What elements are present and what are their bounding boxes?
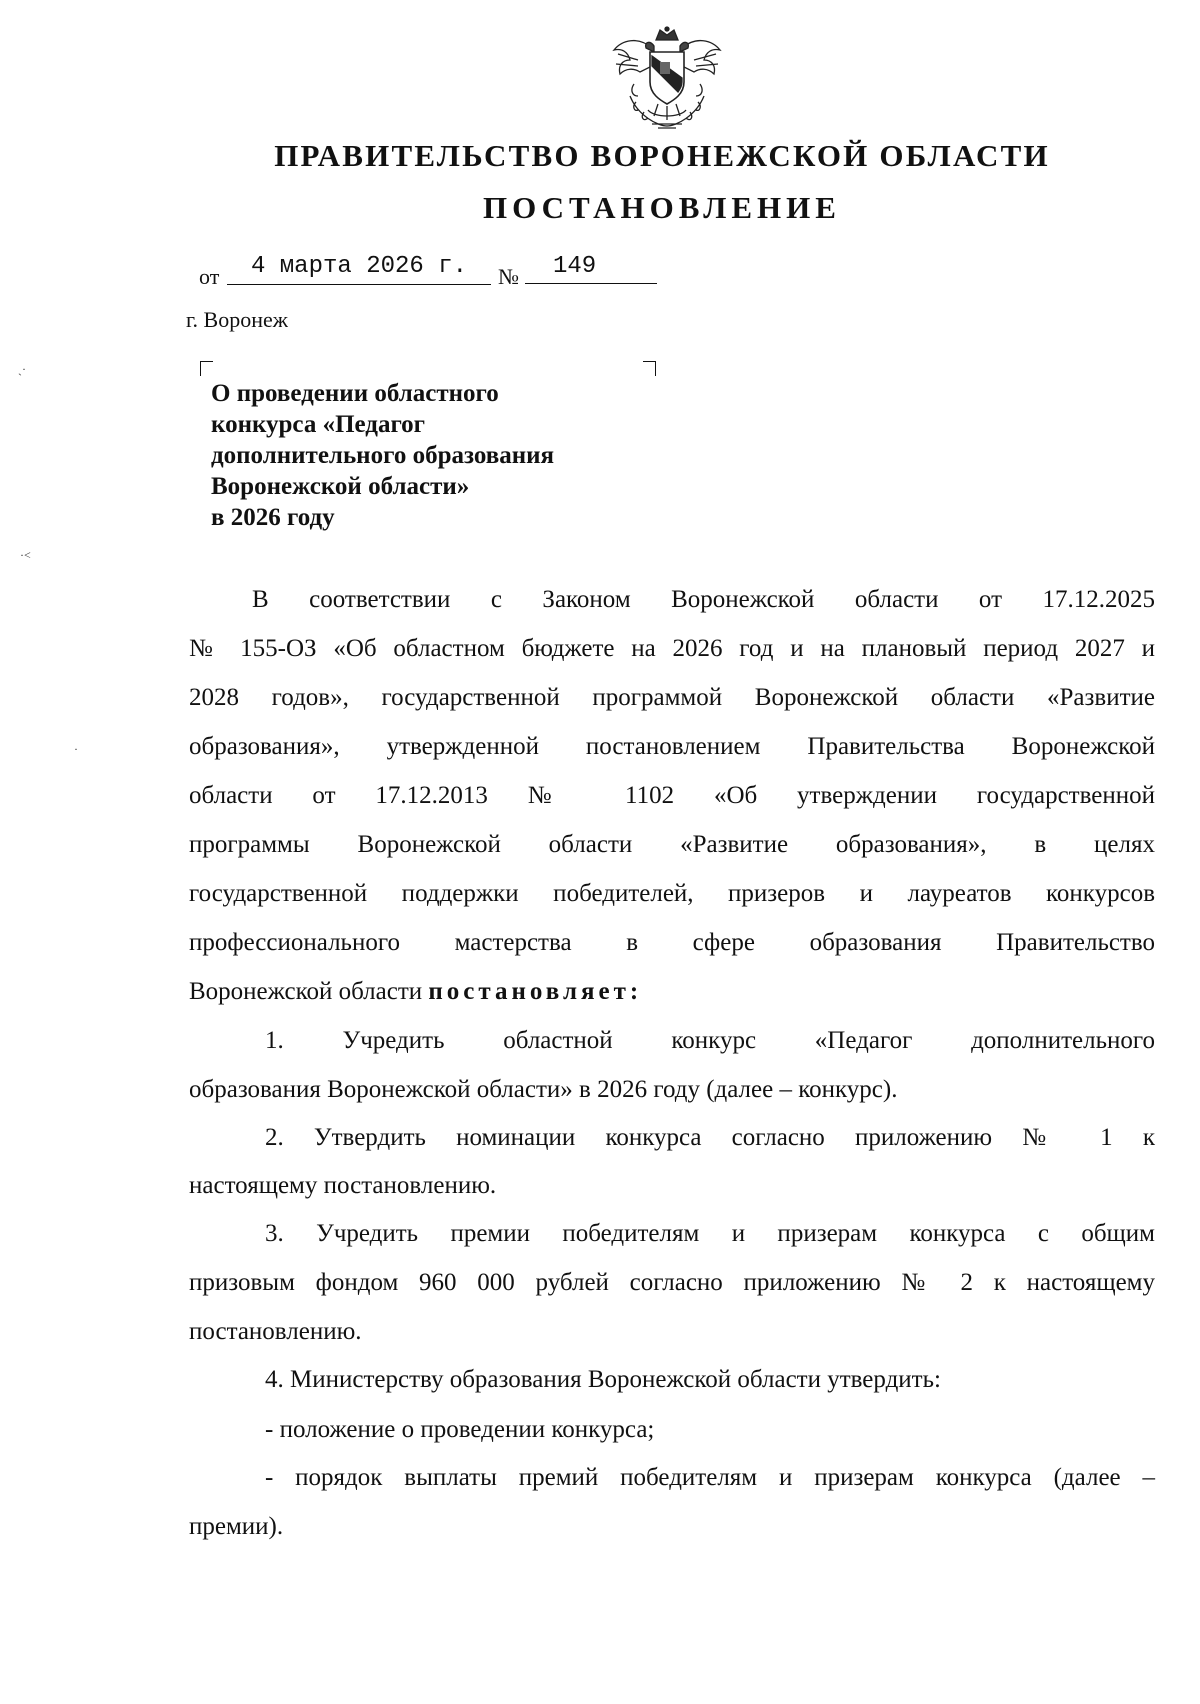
scan-speck: ˎ· (18, 362, 26, 376)
preamble-line: № 155-ОЗ «Об областном бюджете на 2026 год и на плановый период 2027 и (189, 635, 1155, 662)
item-4-sub-a: - положение о проведении конкурса; (265, 1416, 655, 1443)
preamble-line: 2028 годов», государственной программой Воронежской области «Развитие (189, 684, 1155, 711)
subject-line: дополнительного образования (211, 442, 555, 469)
number-label: № (498, 264, 519, 289)
item-3-line: призовым фондом 960 000 рублей согласно приложению № 2 к настоящему (189, 1269, 1155, 1296)
preamble-line: программы Воронежской области «Развитие образования», в целях (189, 831, 1155, 858)
preamble-last: Воронежской области (189, 978, 423, 1005)
preamble-line: образования», утвержденной постановлением Правительства Воронежской (189, 733, 1155, 760)
preamble-line: профессионального мастерства в сфере образования Правительство (189, 929, 1155, 956)
item-2-line: 2. Утвердить номинации конкурса согласно приложению № 1 к (265, 1124, 1155, 1151)
item-2-line: настоящему постановлению. (189, 1172, 497, 1199)
subject-line: в 2026 году (211, 504, 335, 531)
document-subject (211, 378, 651, 533)
coat-of-arms-icon (608, 26, 726, 132)
government-name: ПРАВИТЕЛЬСТВО ВОРОНЕЖСКОЙ ОБЛАСТИ (274, 138, 1050, 173)
subject-line: Воронежской области» (211, 473, 470, 500)
item-4-line: 4. Министерству образования Воронежской области утвердить: (265, 1366, 941, 1393)
scan-speck: · (74, 742, 78, 756)
item-3-line: постановлению. (189, 1318, 362, 1345)
title-bracket-left (200, 361, 213, 376)
document-date: 4 марта 2026 г. (227, 254, 491, 285)
preamble-line (189, 977, 642, 1007)
scan-speck: ·˂ (20, 548, 31, 562)
preamble-line: государственной поддержки победителей, призеров и лауреатов конкурсов (189, 880, 1155, 907)
from-label: от (199, 264, 220, 289)
subject-line: О проведении областного (211, 380, 499, 407)
item-3-line: 3. Учредить премии победителям и призерам конкурса с общим (265, 1220, 1155, 1247)
preamble-line: В соответствии с Законом Воронежской области от 17.12.2025 (252, 586, 1155, 613)
item-4-sub-b: премии). (189, 1513, 284, 1540)
item-1-line: 1. Учредить областной конкурс «Педагог дополнительного (265, 1027, 1155, 1054)
document-number: 149 (525, 254, 657, 284)
preamble-line: области от 17.12.2013 № 1102 «Об утверждении государственной (189, 782, 1155, 809)
document-type: ПОСТАНОВЛЕНИЕ (483, 190, 841, 225)
resolves-word: постановляет: (428, 978, 643, 1005)
item-4-sub-b: - порядок выплаты премий победителям и призерам конкурса (далее – (265, 1464, 1155, 1491)
subject-line: конкурса «Педагог (211, 411, 426, 438)
city: г. Воронеж (186, 307, 288, 332)
item-1-line: образования Воронежской области» в 2026 году (далее – конкурс). (189, 1076, 898, 1103)
title-bracket-right (643, 361, 656, 376)
